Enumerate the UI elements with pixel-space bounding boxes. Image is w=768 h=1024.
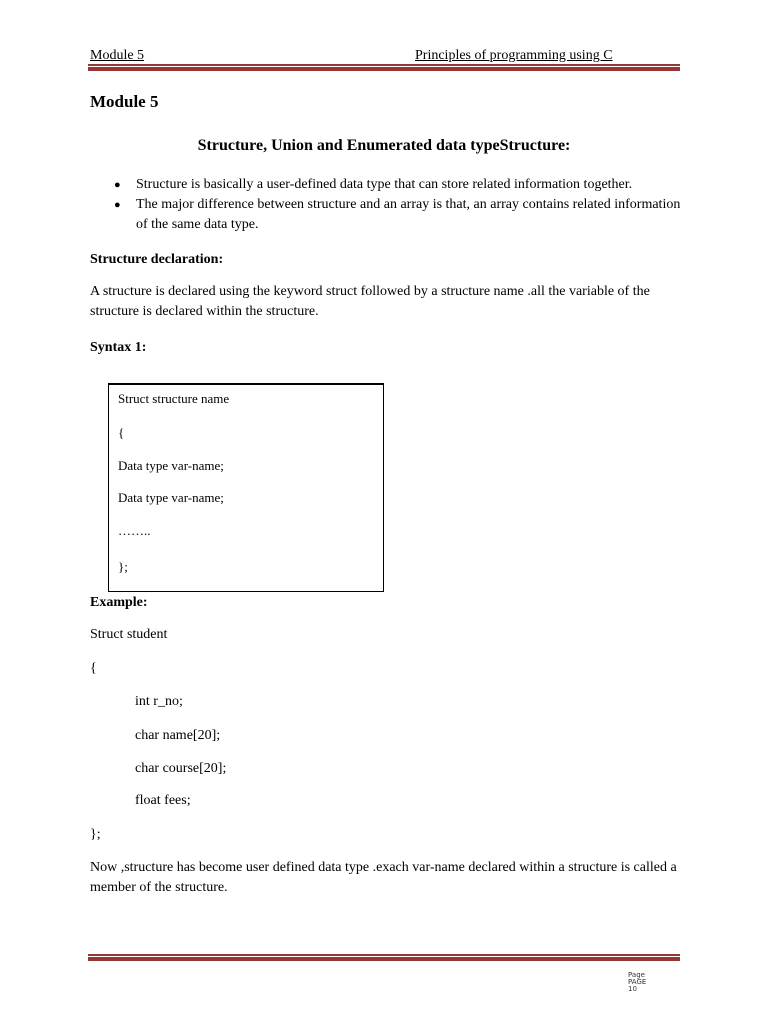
header-course-title: Principles of programming using C xyxy=(415,48,613,63)
example-line: float fees; xyxy=(135,793,191,808)
header-module-label: Module 5 xyxy=(90,48,145,63)
bullet-item: ● Structure is basically a user-defined data type that can store related information together. xyxy=(110,175,690,195)
example-line: char course[20]; xyxy=(135,761,227,776)
footer-rule-thick xyxy=(88,957,680,961)
example-line: }; xyxy=(90,827,101,842)
page-title: Structure, Union and Enumerated data typeStructure: xyxy=(197,137,571,154)
example-line: char name[20]; xyxy=(135,728,221,743)
bullet-item: ● The major difference between structure and an array is that, an array contains related information of the same data type. xyxy=(110,195,690,235)
header-rule-thin xyxy=(88,64,680,66)
syntax-line: }; xyxy=(118,559,128,574)
page-number-line: 10 xyxy=(628,985,637,993)
bullet-list xyxy=(110,175,690,235)
example-line: int r_no; xyxy=(135,694,183,709)
closing-paragraph: Now ,structure has become user defined data type .exach var-name declared within a structure is called a member of the structure. xyxy=(90,860,677,895)
syntax-line: { xyxy=(118,425,125,440)
page-number-line: PAGE xyxy=(628,978,647,986)
syntax-heading: Syntax 1: xyxy=(90,340,147,355)
syntax-line: Data type var-name; xyxy=(118,458,224,473)
syntax-line: Data type var-name; xyxy=(118,490,224,505)
declaration-heading: Structure declaration: xyxy=(90,252,224,267)
module-heading: Module 5 xyxy=(90,92,159,111)
example-heading: Example: xyxy=(90,595,148,610)
example-line: { xyxy=(90,661,97,676)
page-number-line: Page xyxy=(628,971,645,979)
page-number xyxy=(628,972,668,993)
footer-rule-thin xyxy=(88,954,680,956)
example-line: Struct student xyxy=(90,627,168,642)
syntax-line: …….. xyxy=(118,523,151,538)
syntax-box xyxy=(108,383,384,592)
header-rule-thick xyxy=(88,67,680,71)
syntax-line: Struct structure name xyxy=(118,391,230,406)
declaration-text: A structure is declared using the keyword struct followed by a structure name .all the variable of the structure is declared within the structure. xyxy=(90,284,650,319)
